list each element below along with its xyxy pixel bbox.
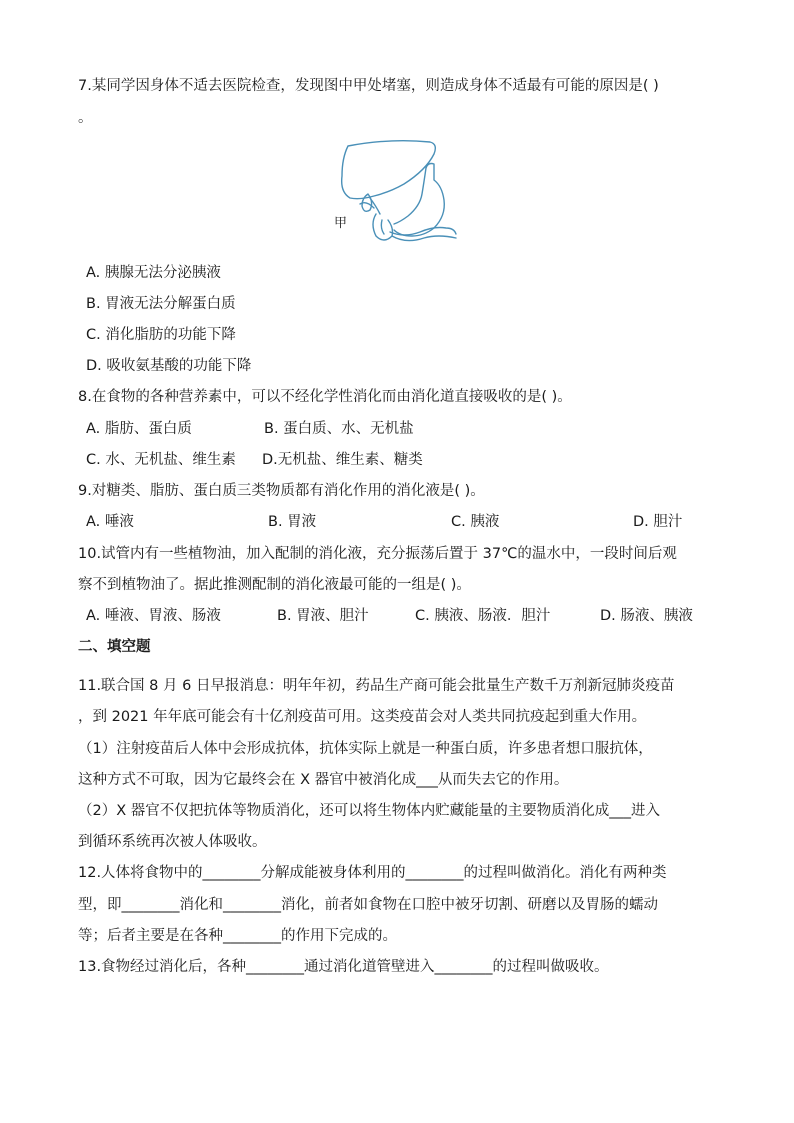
q7-option-a[interactable]: A. 胰腺无法分泌胰液 <box>86 265 221 281</box>
q7-option-c[interactable]: C. 消化脂肪的功能下降 <box>86 327 236 343</box>
q9-option-b[interactable]: B. 胃液 <box>268 514 317 530</box>
q9-option-d[interactable]: D. 胆汁 <box>633 514 683 530</box>
q8-option-b[interactable]: B. 蛋白质、水、无机盐 <box>264 421 414 437</box>
section-heading-fill-in: 二、填空题 <box>78 639 151 655</box>
q11-line6: 到循环系统再次被人体吸收。 <box>78 834 267 850</box>
q13-line1: 13.食物经过消化后，各种________通过消化道管壁进入________的过程叫做吸收。 <box>78 959 609 975</box>
q10-option-d[interactable]: D. 肠液、胰液 <box>600 608 693 624</box>
q7-option-b[interactable]: B. 胃液无法分解蛋白质 <box>86 296 236 312</box>
q10-stem-line2: 察不到植物油了。据此推测配制的消化液最可能的一组是( )。 <box>78 577 471 593</box>
q9-option-c[interactable]: C. 胰液 <box>451 514 500 530</box>
q11-line5: （2）X 器官不仅把抗体等物质消化，还可以将生物体内贮藏能量的主要物质消化成___进入 <box>78 803 661 819</box>
q11-line4: 这种方式不可取，因为它最终会在 X 器官中被消化成___从而失去它的作用。 <box>78 772 569 788</box>
duodenum-outline <box>373 214 393 240</box>
stomach-outline <box>394 164 444 237</box>
q7-stem-line1: 7.某同学因身体不适去医院检查，发现图中甲处堵塞，则造成身体不适最有可能的原因是( ) <box>78 78 659 94</box>
q8-option-d[interactable]: D.无机盐、维生素、糖类 <box>262 452 423 468</box>
q9-option-a[interactable]: A. 唾液 <box>86 514 134 530</box>
q12-line2: 型，即________消化和________消化，前者如食物在口腔中被牙切割、研磨以及胃肠的蠕动 <box>78 897 658 913</box>
digestive-organ-figure <box>330 136 460 248</box>
q10-option-a[interactable]: A. 唾液、胃液、肠液 <box>86 608 221 624</box>
q11-line1: 11.联合国 8 月 6 日早报消息：明年年初，药品生产商可能会批量生产数千万剂新冠肺炎疫苗 <box>78 678 675 694</box>
q7-stem-line2: 。 <box>78 110 93 126</box>
q8-stem: 8.在食物的各种营养素中，可以不经化学性消化而由消化道直接吸收的是( )。 <box>78 389 572 405</box>
q12-line1: 12.人体将食物中的________分解成能被身体利用的________的过程叫做消化。消化有两种类 <box>78 865 667 881</box>
q10-option-b[interactable]: B. 胃液、胆汁 <box>277 608 369 624</box>
q7-option-d[interactable]: D. 吸收氨基酸的功能下降 <box>86 358 252 374</box>
q9-stem: 9.对糖类、脂肪、蛋白质三类物质都有消化作用的消化液是( )。 <box>78 483 485 499</box>
q8-option-c[interactable]: C. 水、无机盐、维生素 <box>86 452 236 468</box>
q11-line3: （1）注射疫苗后人体中会形成抗体，抗体实际上就是一种蛋白质，许多患者想口服抗体， <box>78 741 653 757</box>
liver-outline <box>342 141 436 199</box>
q10-option-c[interactable]: C. 胰液、肠液．胆汁 <box>415 608 551 624</box>
liver-stomach-diagram <box>330 136 460 248</box>
q11-line2: ，到 2021 年年底可能会有十亿剂疫苗可用。这类疫苗会对人类共同抗疫起到重大作用。 <box>78 709 647 725</box>
q12-line3: 等；后者主要是在各种________的作用下完成的。 <box>78 928 397 944</box>
q8-option-a[interactable]: A. 脂肪、蛋白质 <box>86 421 192 437</box>
figure-label-jia: 甲 <box>334 216 348 231</box>
q10-stem-line1: 10.试管内有一些植物油，加入配制的消化液，充分振荡后置于 37℃的温水中，一段时间后观 <box>78 546 677 562</box>
